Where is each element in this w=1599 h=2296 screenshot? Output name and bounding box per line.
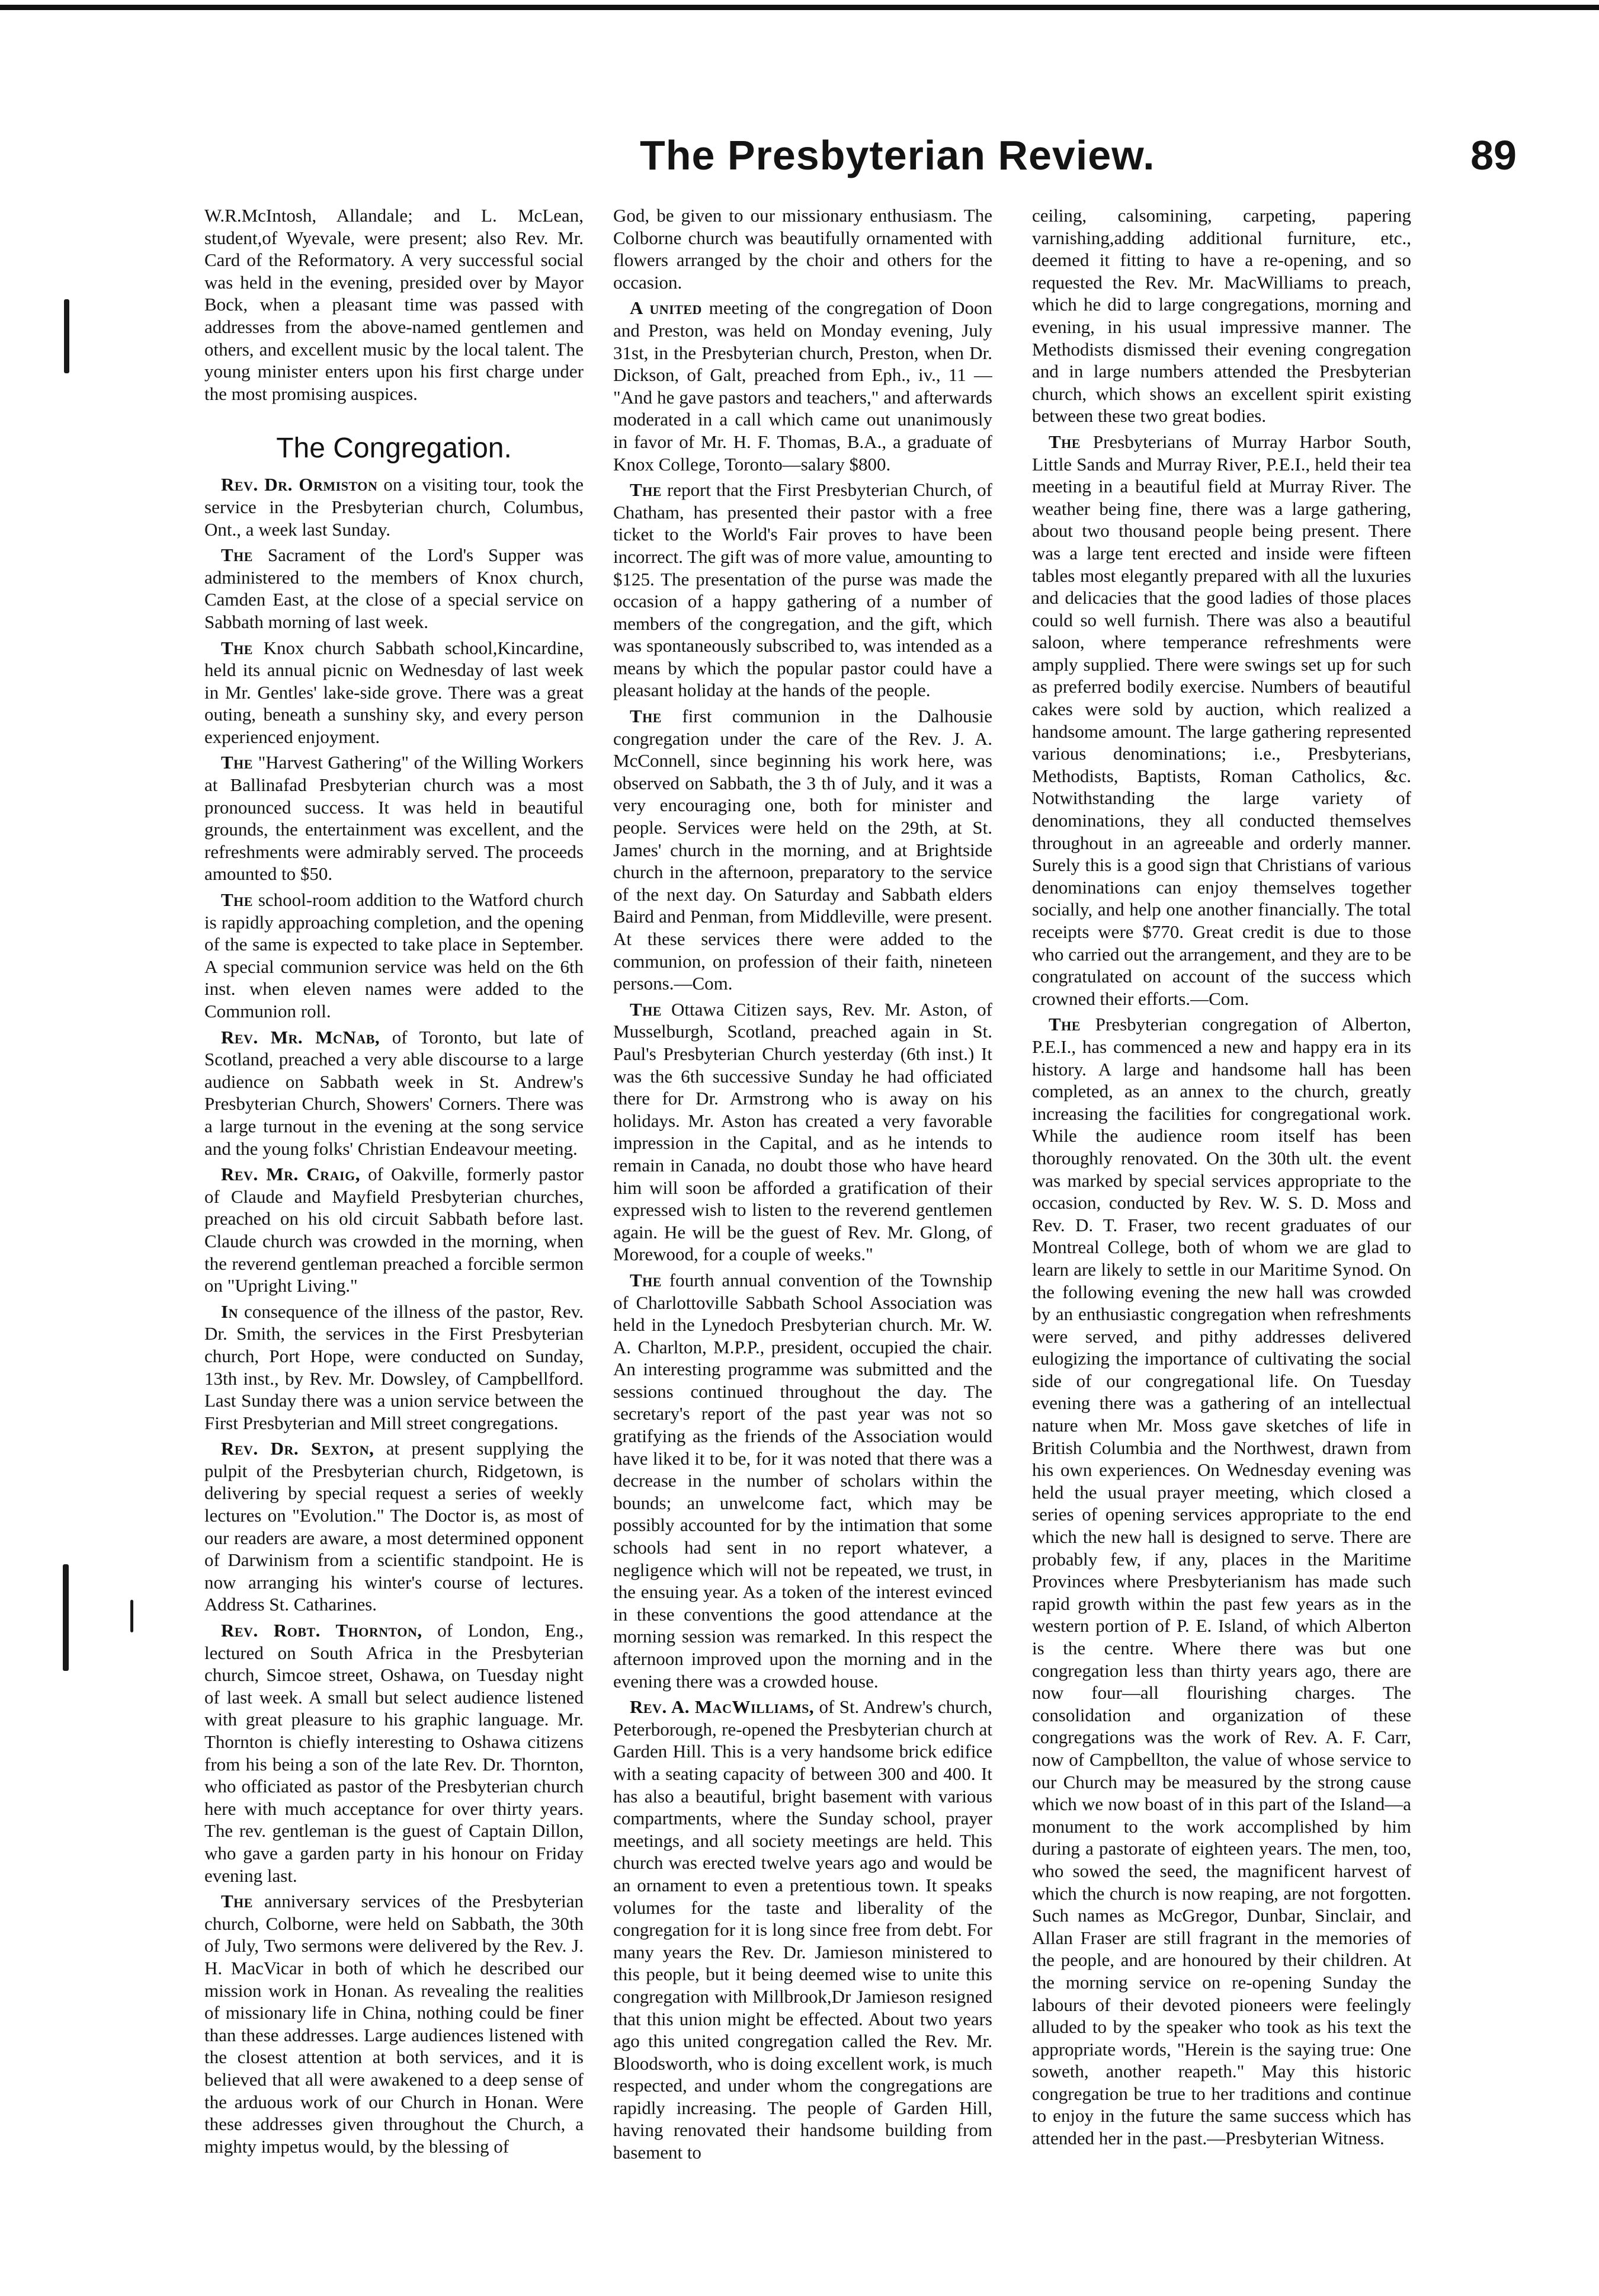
paragraph-text: school-room addition to the Watford church is rapidly approaching completion, and the opening of the same is expected to take place in September. A special communion service was held on the 6th inst. when eleven names were added to the Communion roll. [204,889,584,1021]
paragraph-lead-in: The [1049,431,1081,452]
column-1 [204,204,584,2260]
paragraph-lead-in: Rev. Dr. Sexton, [221,1438,374,1459]
paragraph-lead-in: Rev. Mr. McNab, [221,1026,380,1048]
section-heading: The Congregation. [276,433,512,465]
top-border-rule [0,5,1599,10]
paragraph-text: Sacrament of the Lord's Supper was administered to the members of Knox church, Camden East, at the close of a special service on Sabbath morning of last week. [204,545,584,632]
paragraph-text: God, be given to our missionary enthusiasm. The Colborne church was beautifully ornamented with flowers arranged by the choir and others for the occasion. [613,205,992,293]
news-item-paragraph [613,479,992,702]
margin-ink-mark [63,1564,69,1671]
paragraph-text: W.R.McIntosh, Allandale; and L. McLean, student,of Wyevale, were present; also Rev. Mr. Card of the Reformatory. A very successful social was held in the evening, presided over by Mayor Bock, when a pleasant time was passed with addresses from the above-named gentlemen and others, and excellent music by the local talent. The young minister enters upon his first charge under the most promising auspices. [204,205,584,404]
news-item-paragraph [204,889,584,1023]
paragraph-lead-in: The [221,637,253,658]
paragraph-lead-in: The [221,752,253,773]
news-item-paragraph [1032,1013,1411,2149]
paragraph-lead-in: Rev. Robt. Thornton, [221,1620,422,1641]
news-item-paragraph [613,204,992,293]
paragraph-text: on a visiting tour, took the service in the Presbyterian church, Columbus, Ont., a week last Sunday. [204,474,584,540]
paragraph-text: Knox church Sabbath school,Kincardine, held its annual picnic on Wednesday of last week in Mr. Gentles' lake-side grove. There was a great outing, beneath a sunshiny sky, and every person experienced enjoyment. [204,637,584,747]
news-item-paragraph [204,1301,584,1434]
news-item-paragraph [204,637,584,748]
news-item-paragraph [204,1437,584,1616]
paragraph-lead-in: The [630,1269,662,1291]
paragraph-lead-in: A united [630,297,702,319]
news-item-paragraph [204,473,584,540]
running-title: The Presbyterian Review. [640,132,1155,178]
margin-ink-mark [130,1600,133,1632]
news-item-paragraph [204,1890,584,2157]
margin-ink-mark [64,299,69,373]
paragraph-lead-in: In [221,1301,238,1322]
paragraph-lead-in: The [1049,1014,1081,1035]
page-number: 89 [1470,132,1517,178]
news-item-paragraph [204,1163,584,1297]
paragraph-text: anniversary services of the Presbyterian church, Colborne, were held on Sabbath, the 30th of July, Two sermons were delivered by the Rev. J. H. MacVicar in both of which he described our mission work in Honan. As revealing the realities of missionary life in China, nothing could be finer than these addresses. Large audiences listened with the closest attention at both services, and it is believed that all were awakened to a deep sense of the arduous work of our Church in Honan. Were these addresses given throughout the Church, a mighty impetus would, by the blessing of [204,1891,584,2157]
paragraph-lead-in: The [221,1891,253,1912]
paragraph-lead-in: The [630,706,662,727]
news-item-paragraph [1032,204,1411,427]
paragraph-text: first communion in the Dalhousie congregation under the care of the Rev. J. A. McConnell, since beginning his work here, was observed on Sabbath, the 3 th of July, and it was a very encouraging one, both for minister and people. Services were held on the 29th, at St. James' church in the morning, and at Brightside church in the afternoon, preparatory to the service of the next day. On Saturday and Sabbath elders Baird and Penman, from Middleville, were present. At these services there were added to the communion, on profession of their faith, nineteen persons.—Com. [613,706,992,994]
column-2 [613,204,992,2260]
paragraph-text: meeting of the congregation of Doon and Preston, was held on Monday evening, July 31st, in the Presbyterian church, Preston, when Dr. Dickson, of Galt, preached from Eph., iv., 11 — "And he gave pastors and teachers," and afterwards moderated in a call which came out unanimously in favor of Mr. H. F. Thomas, B.A., a graduate of Knox College, Toronto—salary $800. [613,297,992,475]
paragraph-text: of Toronto, but late of Scotland, preached a very able discourse to a large audience on Sabbath week in St. Andrew's Presbyterian Church, Showers' Corners. There was a large turnout in the evening at the song service and the young folks' Christian Endeavour meeting. [204,1026,584,1159]
news-item-paragraph [204,751,584,885]
news-item-paragraph [1032,431,1411,1010]
paragraph-text: ceiling, calsomining, carpeting, papering varnishing,adding additional furniture, etc., deemed it fitting to have a re-opening, and so requested the Rev. Mr. MacWilliams to preach, which he did to large congregations, morning and evening, in his usual impressive manner. The Methodists dismissed their evening congregation and in large numbers attended the Presbyterian church, which shows an excellent spirit existing between these two great bodies. [1032,205,1411,427]
news-item-paragraph [613,1269,992,1692]
paragraph-text: Presbyterian congregation of Alberton, P.E.I., has commenced a new and happy era in its history. A large and handsome hall has been completed, as an annex to the church, greatly increasing the facilities for congregational work. While the audience room itself has been thoroughly renovated. On the 30th ult. the event was marked by special services appropriate to the occasion, conducted by Rev. W. S. D. Moss and Rev. D. T. Fraser, two recent graduates of our Montreal College, both of whom we are glad to learn are likely to settle in our Maritime Synod. On the following evening the new hall was crowded by an enthusiastic congregation when refreshments were served, and pithy addresses delivered eulogizing the importance of cultivating the social side of our congregational life. On Tuesday evening there was a gathering of an intellectual nature when Mr. Moss gave sketches of life in British Columbia and the Northwest, drawn from his own experiences. On Wednesday evening was held the usual prayer meeting, which closed a series of opening services appropriate to the end which the new hall is designed to serve. There are probably few, if any, places in the Maritime Provinces where Presbyterianism has made such rapid growth within the past few years as in the western portion of P. E. Island, of which Alberton is the centre. Where there was but one congregation less than thirty years ago, there are now four—all flourishing charges. The consolidation and organization of these congregations was the work of Rev. A. F. Carr, now of Campbellton, the value of whose service to our Church may be measured by the strong cause which we now boast of in this part of the Island—a monument to the work accomplished by him during a pastorate of eighteen years. The men, too, who sowed the seed, the magnificent harvest of which the church is now reaping, are not forgotten. Such names as McGregor, Dunbar, Sinclair, and Allan Fraser are still fragrant in the memories of the people, and are honoured by their children. At the morning service on re-opening Sunday the labours of their devoted pioneers were feelingly alluded to by the speaker who took as his text the appropriate words, "Herein is the saying true: One soweth, another reapeth." May this historic congregation be true to her traditions and continue to enjoy in the future the same success which has attended her in the past.—Presbyterian Witness. [1032,1014,1411,2149]
news-item-paragraph [613,297,992,475]
news-item-paragraph [613,998,992,1266]
news-item-paragraph [613,705,992,995]
paragraph-text: "Harvest Gathering" of the Willing Workers at Ballinafad Presbyterian church was a most pronounced success. It was held in beautiful grounds, the entertainment was excellent, and the refreshments were admirably served. The proceeds amounted to $50. [204,752,584,885]
paragraph-lead-in: Rev. Dr. Ormiston [221,474,378,495]
paragraph-text: of St. Andrew's church, Peterborough, re-opened the Presbyterian church at Garden Hill. This is a very handsome brick edifice with a seating capacity of between 300 and 400. It has also a beautiful, bright basement with various compartments, where the Sunday school, prayer meetings, and all society meetings are held. This church was erected twelve years ago and would be an ornament to even a pretentious town. It speaks volumes for the taste and liberality of the congregation for it is long since free from debt. For many years the Rev. Dr. Jamieson ministered to this people, but it being deemed wise to unite this congregation with Millbrook,Dr Jamieson resigned that this union might be effected. About two years ago this united congregation called the Rev. Mr. Bloodsworth, who is doing excellent work, is much respected, and under whom the congregations are rapidly increasing. The people of Garden Hill, having renovated their handsome building from basement to [613,1696,992,2163]
paragraph-text: consequence of the illness of the pastor, Rev. Dr. Smith, the services in the First Presbyterian church, Port Hope, were conducted on Sunday, 13th inst., by Rev. Mr. Dowsley, of Campbellford. Last Sunday there was a union service between the First Presbyterian and Mill street congregations. [204,1301,584,1433]
paragraph-text: of Oakville, formerly pastor of Claude and Mayfield Presbyterian churches, preached on his old circuit Sabbath before last. Claude church was crowded in the morning, when the reverend gentleman preached a forcible sermon on "Upright Living." [204,1164,584,1296]
paragraph-lead-in: The [221,545,253,566]
news-item-paragraph [204,204,584,405]
news-item-paragraph [204,1026,584,1160]
paragraph-text: Presbyterians of Murray Harbor South, Little Sands and Murray River, P.E.I., held their tea meeting in a beautiful field at Murray River. The weather being fine, there was a large gathering, about two thousand people being present. There was a large tent erected and inside were fifteen tables most elegantly prepared with all the luxuries and delicacies that the good ladies of those places could so well furnish. There was also a beautiful saloon, where temperance refreshments were amply supplied. There were swings set up for such as preferred bodily exercise. Numbers of beautiful cakes were sold by auction, which realized a handsome amount. The large gathering represented various denominations; i.e., Presbyterians, Methodists, Baptists, Roman Catholics, &c. Notwithstanding the large variety of denominations, they all conducted themselves throughout in an agreeable and orderly manner. Surely this is a good sign that Christians of various denominations can enjoy themselves together socially, and help one another financially. The total receipts were $770. Great credit is due to those who carried out the arrangement, and they are to be congratulated on account of the success which crowned their efforts.—Com. [1032,431,1411,1009]
paragraph-text: fourth annual convention of the Township of Charlottoville Sabbath School Association was held in the Lynedoch Presbyterian church. Mr. W. A. Charlton, M.P.P., president, occupied the chair. An interesting programme was submitted and the sessions continued throughout the day. The secretary's report of the past year was not so gratifying as the friends of the Association would have liked it to be, for it was noted that there was a decrease in the number of scholars within the bounds; an unwelcome fact, which may be possibly accounted for by the intimation that some schools had sent in no report whatever, a negligence which will not be repeated, we trust, in the ensuing year. As a token of the interest evinced in these conventions the good attendance at the morning session was remarked. In this respect the afternoon improved upon the morning and in the evening there was a crowded house. [613,1269,992,1692]
paragraph-text: report that the First Presbyterian Church, of Chatham, has presented their pastor with a free ticket to the World's Fair proves to have been incorrect. The gift was of more value, amounting to $125. The presentation of the purse was made the occasion of a happy gathering of a number of members of the congregation, and the gift, which was spontaneously subscribed to, was intended as a means by which the popular pastor could have a pleasant holiday at the hands of the people. [613,479,992,701]
news-item-paragraph [613,1696,992,2163]
news-item-paragraph [204,1619,584,1887]
page-header [178,114,1528,185]
paragraph-lead-in: The [221,889,253,911]
paragraph-lead-in: The [630,998,662,1020]
paragraph-text: Ottawa Citizen says, Rev. Mr. Aston, of Musselburgh, Scotland, preached again in St. Paul's Presbyterian Church yesterday (6th inst.) It was the 6th successive Sunday he had officiated there for Dr. Armstrong who is away on his holidays. Mr. Aston has created a very favorable impression in the Capital, and as he intends to remain in Canada, no doubt those who have heard him will soon be afforded a gratification of their expressed wish to listen to the reverend gentlemen again. He will be the guest of Rev. Mr. Glong, of Morewood, for a couple of weeks." [613,998,992,1265]
paragraph-lead-in: Rev. Mr. Craig, [221,1164,360,1185]
paragraph-lead-in: Rev. A. MacWilliams, [630,1696,815,1718]
news-item-paragraph [204,544,584,633]
paragraph-text: of London, Eng., lectured on South Africa in the Presbyterian church, Simcoe street, Oshawa, on Tuesday night of last week. A small but select audience listened with great pleasure to his graphic language. Mr. Thornton is chiefly interesting to Oshawa citizens from his being a son of the late Rev. Dr. Thornton, who officiated as pastor of the Presbyterian church here with much acceptance for over thirty years. The rev. gentleman is the guest of Captain Dillon, who gave a garden party in his honour on Friday evening last. [204,1620,584,1886]
paragraph-text: at present supplying the pulpit of the Presbyterian church, Ridgetown, is delivering by special request a series of weekly lectures on "Evolution." The Doctor is, as most of our readers are aware, a most determined opponent of Darwinism from a scientific standpoint. He is now arranging his winter's course of lectures. Address St. Catharines. [204,1438,584,1615]
column-3 [1032,204,1411,2260]
paragraph-lead-in: The [630,479,662,501]
